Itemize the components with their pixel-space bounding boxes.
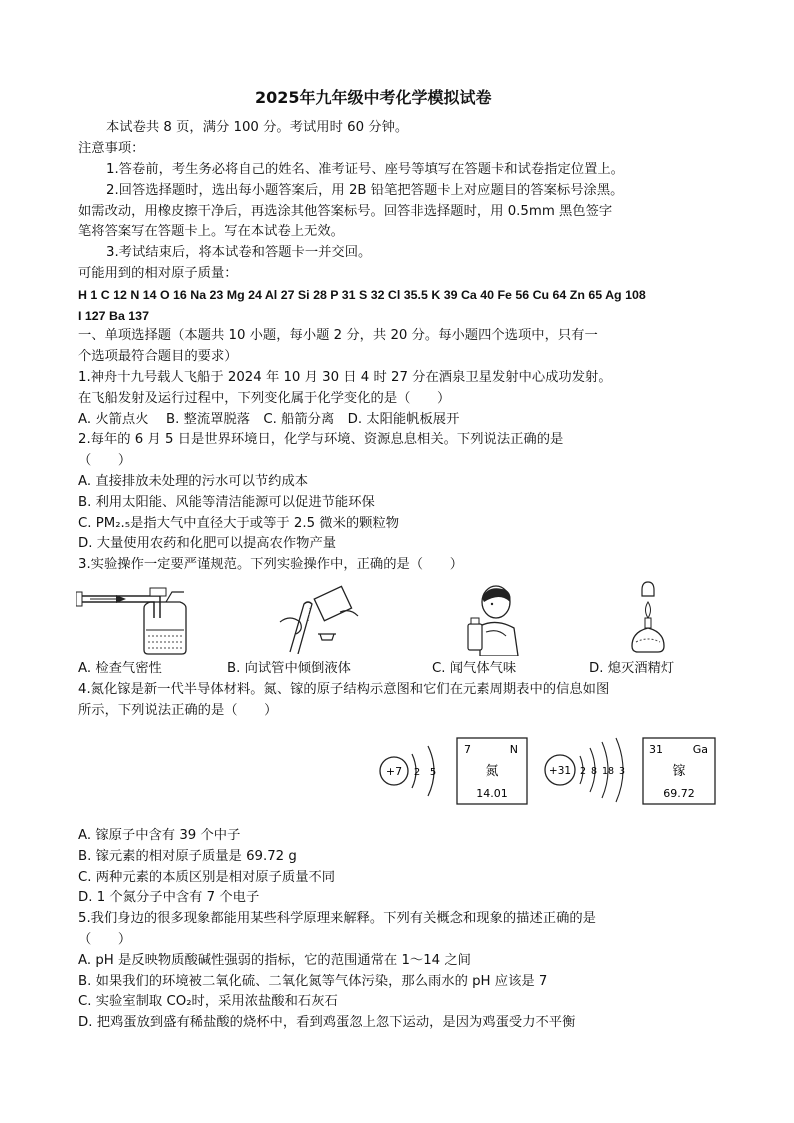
q1-options: A. 火箭点火 B. 整流罩脱落 C. 船箭分离 D. 太阳能帆板展开	[78, 412, 460, 427]
q4-stem-cont: 所示，下列说法正确的是（ ）	[78, 703, 278, 718]
q4-option-c: C. 两种元素的本质区别是相对原子质量不同	[78, 870, 336, 885]
section1-heading-cont: 个选项最符合题目的要求）	[78, 349, 238, 364]
notice-1: 1.答卷前，考生务必将自己的姓名、准考证号、座号等填写在答题卡和试卷指定位置上。	[106, 162, 624, 177]
q5-option-a: A. pH 是反映物质酸碱性强弱的指标，它的范围通常在 1～14 之间	[78, 953, 471, 968]
intro-text: 本试卷共 8 页，满分 100 分。考试用时 60 分钟。	[106, 120, 409, 135]
q1-stem-cont: 在飞船发射及运行过程中，下列变化属于化学变化的是（ ）	[78, 391, 451, 406]
gallium-name: 镓	[672, 764, 686, 779]
nitrogen-atomic-number: 7	[464, 743, 471, 756]
q2-option-b: B. 利用太阳能、风能等清洁能源可以促进节能环保	[78, 495, 375, 510]
airtightness-apparatus-figure	[76, 578, 196, 656]
q2-stem: 2.每年的 6 月 5 日是世界环境日，化学与环境、资源息息相关。下列说法正确的是	[78, 432, 564, 447]
gallium-atomic-number: 31	[649, 743, 663, 756]
q4-stem: 4.氮化镓是新一代半导体材料。氮、镓的原子结构示意图和它们在元素周期表中的信息如图	[78, 682, 610, 697]
notice-2-cont2: 笔将答案写在答题卡上。写在本试卷上无效。	[78, 224, 344, 239]
q2-option-c: C. PM₂.₅是指大气中直径大于或等于 2.5 微米的颗粒物	[78, 516, 400, 531]
q4-option-d: D. 1 个氮分子中含有 7 个电子	[78, 890, 260, 905]
notice-heading: 注意事项：	[78, 141, 145, 156]
notice-3: 3.考试结束后，将本试卷和答题卡一并交回。	[106, 245, 372, 260]
page-title: 2025年九年级中考化学模拟试卷	[255, 88, 492, 107]
q4-option-b: B. 镓元素的相对原子质量是 69.72 g	[78, 849, 297, 864]
nitrogen-atomic-mass: 14.01	[476, 787, 508, 800]
q3-stem: 3.实验操作一定要严谨规范。下列实验操作中，正确的是（ ）	[78, 557, 463, 572]
nitrogen-symbol: N	[509, 743, 518, 756]
q3-option-b: B. 向试管中倾倒液体	[227, 661, 351, 676]
atomic-masses-line1: H 1 C 12 N 14 O 16 Na 23 Mg 24 Al 27 Si 28 P 31 S 32 Cl 35.5 K 39 Ca 40 Fe 56 Cu 64 Zn 65 Ag 108	[78, 288, 646, 302]
gallium-shell-4: 3	[618, 766, 626, 777]
q1-stem: 1.神舟十九号载人飞船于 2024 年 10 月 30 日 4 时 27 分在酒泉卫星发射中心成功发射。	[78, 370, 612, 385]
q2-stem-cont: （ ）	[78, 453, 132, 468]
pouring-liquid-figure	[270, 582, 370, 654]
gallium-symbol: Ga	[692, 743, 708, 756]
gallium-shell-3: 18	[601, 766, 615, 777]
q5-stem-cont: （ ）	[78, 932, 132, 947]
q5-stem: 5.我们身边的很多现象都能用某些科学原理来解释。下列有关概念和现象的描述正确的是	[78, 911, 596, 926]
alcohol-lamp-figure	[628, 580, 668, 656]
q2-option-d: D. 大量使用农药和化肥可以提高农作物产量	[78, 536, 337, 551]
section1-heading: 一、单项选择题（本题共 10 小题，每小题 2 分，共 20 分。每小题四个选项中，只有一	[78, 328, 598, 343]
nitrogen-name: 氮	[485, 764, 499, 779]
q2-option-a: A. 直接排放未处理的污水可以节约成本	[78, 474, 309, 489]
nitrogen-nucleus-charge: +7	[385, 765, 403, 778]
smelling-gas-figure	[466, 580, 530, 656]
q4-option-a: A. 镓原子中含有 39 个中子	[78, 828, 241, 843]
nitrogen-atom-diagram	[374, 738, 454, 804]
atomic-masses-line2: I 127 Ba 137	[78, 309, 149, 323]
q5-option-d: D. 把鸡蛋放到盛有稀盐酸的烧杯中，看到鸡蛋忽上忽下运动，是因为鸡蛋受力不平衡	[78, 1015, 576, 1030]
gallium-periodic-cell	[642, 737, 716, 805]
gallium-atom-diagram	[540, 734, 636, 806]
notice-2-cont: 如需改动，用橡皮擦干净后，再选涂其他答案标号。回答非选择题时，用 0.5mm 黑色签字	[78, 204, 613, 219]
q3-option-d: D. 熄灭酒精灯	[589, 661, 675, 676]
gallium-shell-1: 2	[579, 766, 587, 777]
nitrogen-shell-1: 2	[413, 767, 421, 778]
q3-option-c: C. 闻气体气味	[432, 661, 517, 676]
atomic-heading: 可能用到的相对原子质量：	[78, 266, 238, 281]
gallium-shell-2: 8	[590, 766, 598, 777]
gallium-nucleus-charge: +31	[548, 765, 572, 777]
nitrogen-shell-2: 5	[429, 767, 437, 778]
q3-option-a: A. 检查气密性	[78, 661, 162, 676]
nitrogen-periodic-cell	[456, 737, 528, 805]
q5-option-c: C. 实验室制取 CO₂时，采用浓盐酸和石灰石	[78, 994, 338, 1009]
q5-option-b: B. 如果我们的环境被二氧化硫、二氧化氮等气体污染，那么雨水的 pH 应该是 7	[78, 974, 548, 989]
gallium-atomic-mass: 69.72	[663, 787, 695, 800]
notice-2: 2.回答选择题时，选出每小题答案后，用 2B 铅笔把答题卡上对应题目的答案标号涂黑。	[106, 183, 624, 198]
